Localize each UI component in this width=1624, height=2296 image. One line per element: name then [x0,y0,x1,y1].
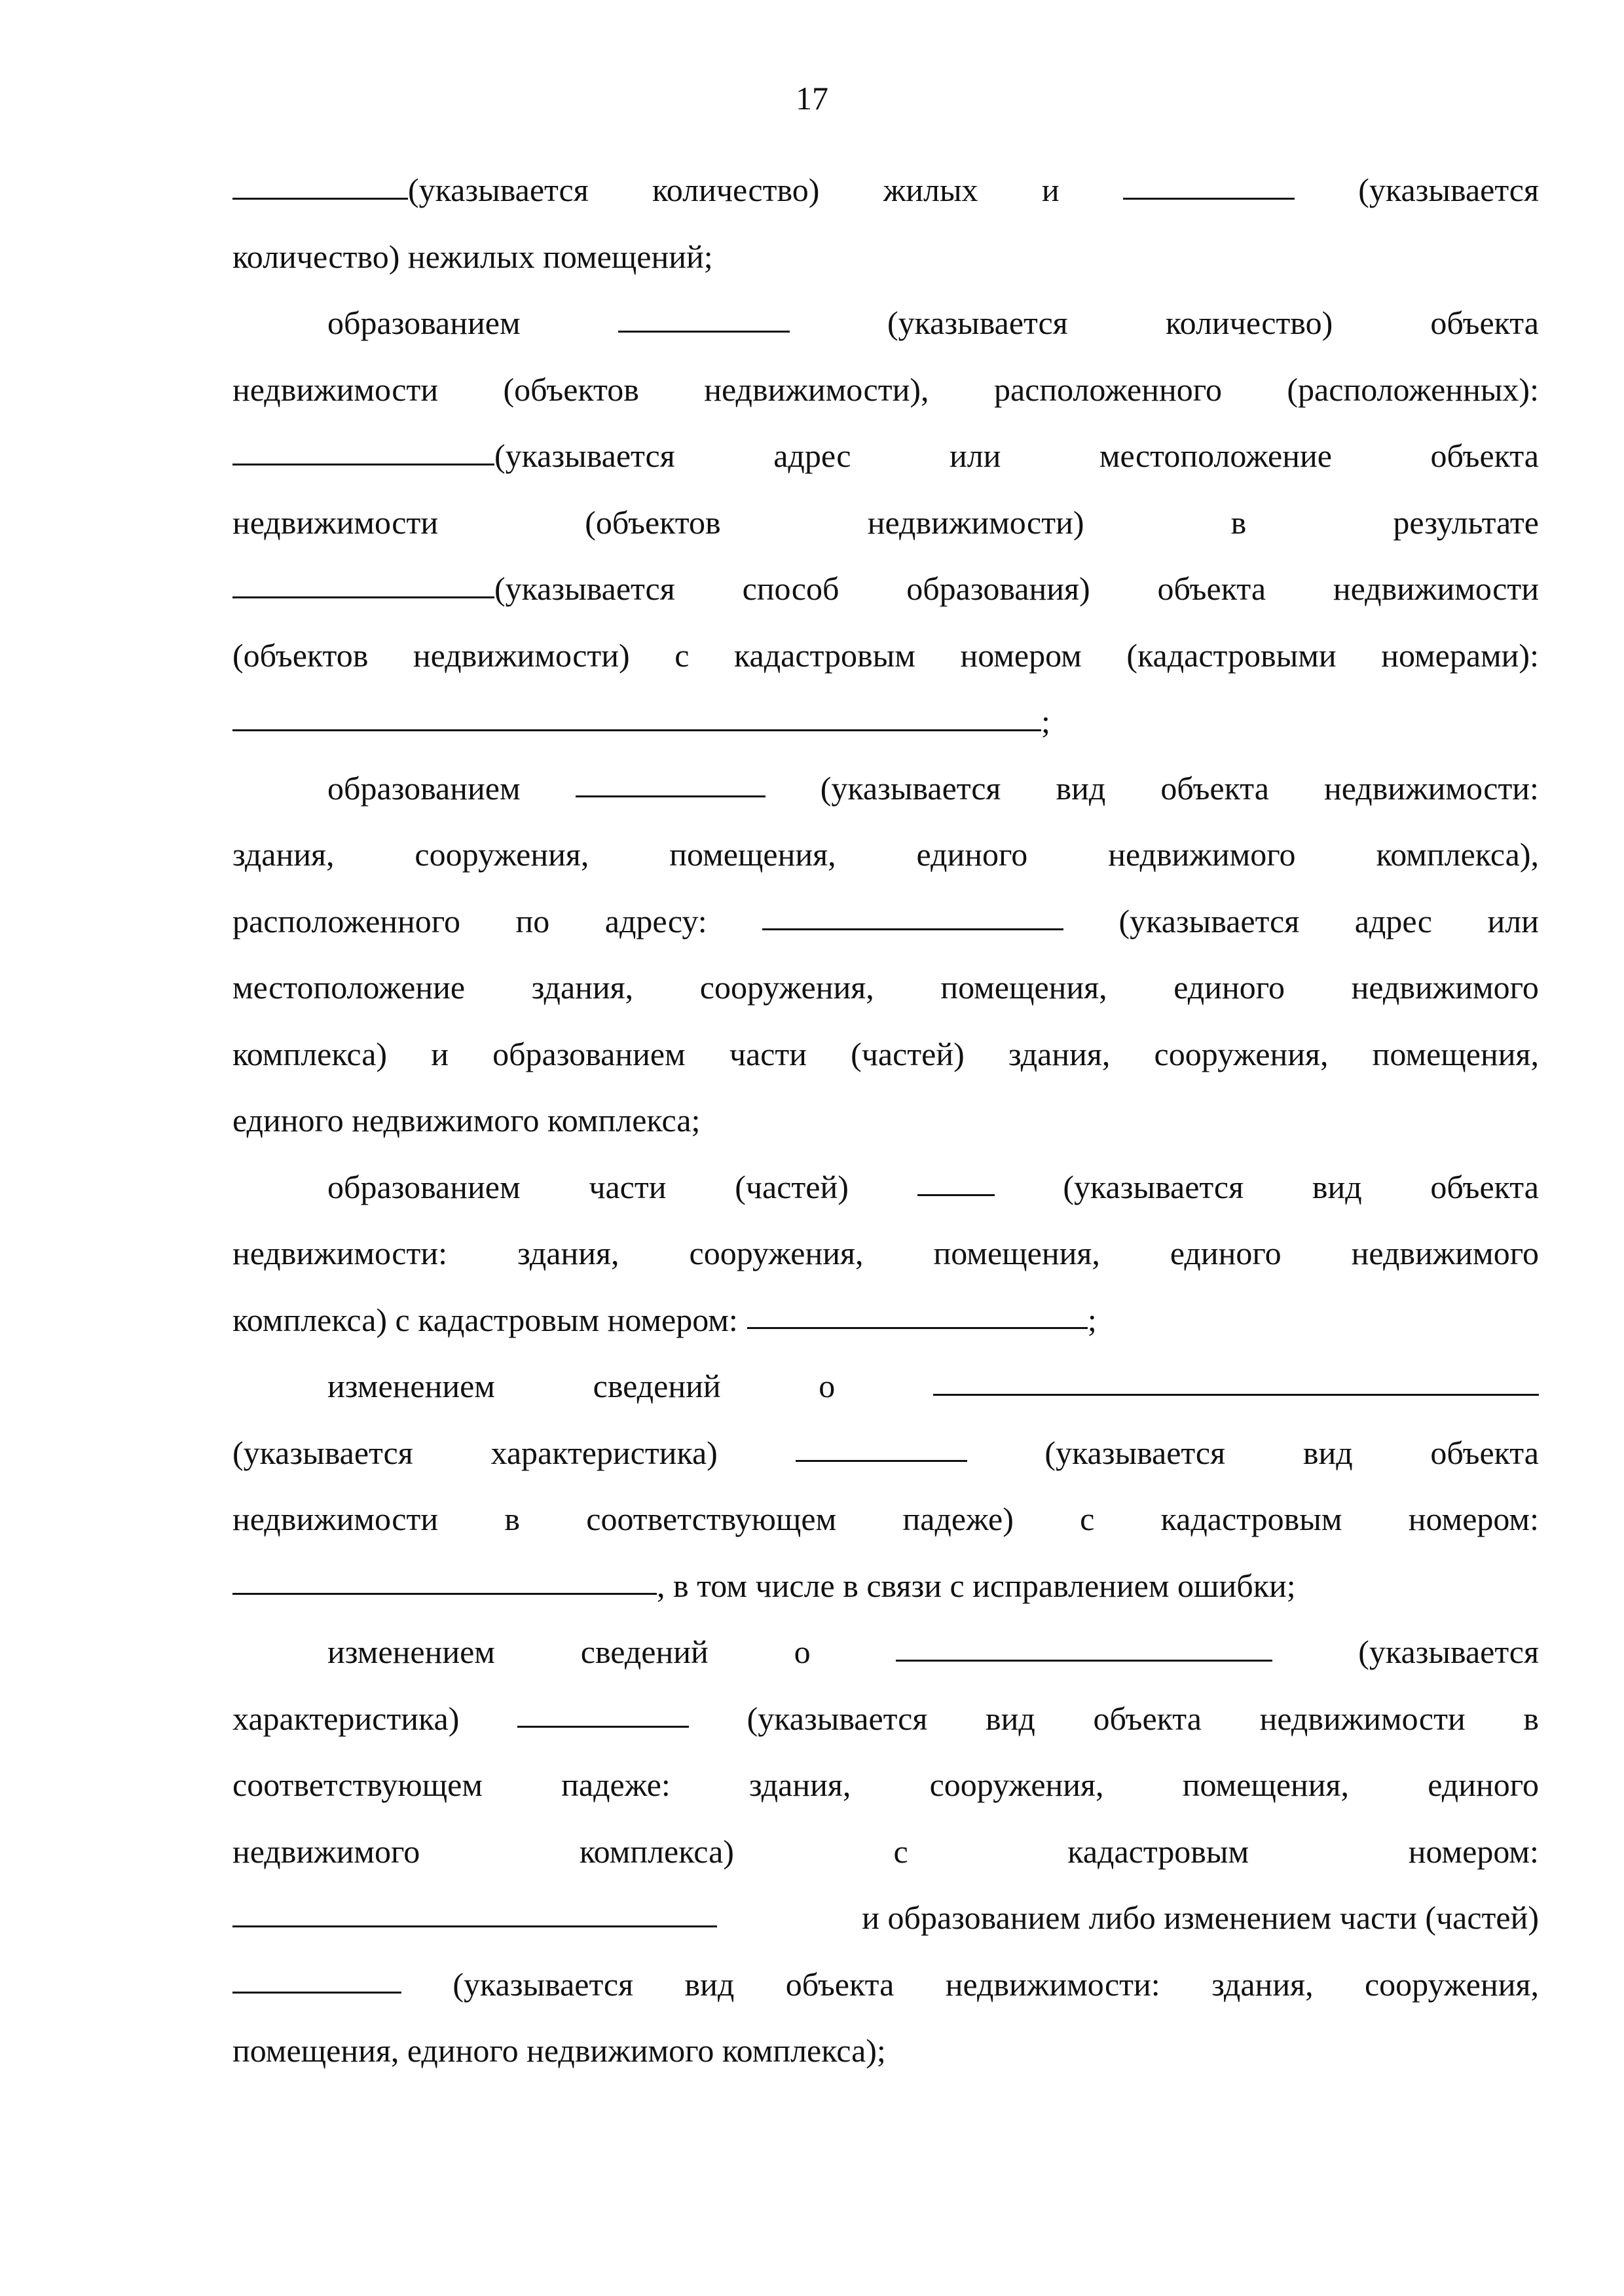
blank-field[interactable] [232,168,408,200]
text-line: (объектов недвижимости) с кадастровым номером (кадастровыми номерами): [232,636,1539,674]
text-line: недвижимости в соответствующем падеже) с кадастровым номером: [232,1501,1539,1537]
blank-field[interactable] [747,1298,1088,1329]
text-line: помещения, единого недвижимого комплекса); [232,2032,886,2069]
text-line: изменением сведений о [232,1353,1539,1420]
text-line: (указывается характеристика) (указывается вид объекта [232,1420,1539,1487]
text-line: , в том числе в связи с исправлением ошибки; [232,1553,1539,1620]
blank-field[interactable] [517,1696,689,1728]
text-line: (указывается вид объекта недвижимости: здания, сооружения, [232,1952,1539,2018]
blank-field[interactable] [232,700,1041,731]
blank-field[interactable] [232,567,494,598]
blank-field[interactable] [933,1364,1539,1396]
text-line: местоположение здания, сооружения, помещения, единого недвижимого [232,969,1539,1006]
text-line: количество) нежилых помещений; [232,238,713,275]
blank-field[interactable] [232,434,494,465]
text-line: образованием (указывается количество) объекта [232,290,1539,357]
blank-field[interactable] [917,1165,995,1196]
text-line: (указывается адрес или местоположение объекта [232,423,1539,490]
text-line: (указывается количество) жилых и (указывается [232,157,1539,224]
text-line: комплекса) и образованием части (частей) здания, сооружения, помещения, [232,1035,1539,1072]
text-line: здания, сооружения, помещения, единого недвижимого комплекса), [232,836,1539,873]
text-line: ; [232,689,1539,756]
text-line: и образованием либо изменением части (частей) [232,1885,1539,1952]
text-line: комплекса) с кадастровым номером: ; [232,1287,1539,1354]
page-number: 17 [796,80,828,117]
blank-field[interactable] [618,301,790,333]
blank-field[interactable] [576,766,766,797]
text-line: образованием части (частей) (указывается вид объекта [232,1154,1539,1221]
blank-field[interactable] [896,1630,1272,1662]
text-line: соответствующем падеже: здания, сооружения, помещения, единого [232,1766,1539,1803]
blank-field[interactable] [232,1896,717,1927]
text-line: (указывается способ образования) объекта недвижимости [232,556,1539,623]
blank-field[interactable] [232,1563,657,1595]
text-line: характеристика) (указывается вид объекта недвижимости в [232,1686,1539,1753]
text-line: недвижимости (объектов недвижимости) в результате [232,503,1539,541]
text-line: недвижимости (объектов недвижимости), расположенного (расположенных): [232,371,1539,408]
text-line: образованием (указывается вид объекта недвижимости: [232,756,1539,822]
blank-field[interactable] [762,899,1063,930]
text-line: изменением сведений о (указывается [232,1619,1539,1686]
document-body [232,157,1539,2085]
blank-field[interactable] [1123,168,1295,200]
text-line: расположенного по адресу: (указывается адрес или [232,888,1539,955]
text-line: недвижимого комплекса) с кадастровым номером: [232,1832,1539,1870]
blank-field[interactable] [232,1962,401,1994]
blank-field[interactable] [796,1430,967,1462]
text-line: недвижимости: здания, сооружения, помещения, единого недвижимого [232,1235,1539,1271]
text-line: единого недвижимого комплекса; [232,1102,701,1139]
